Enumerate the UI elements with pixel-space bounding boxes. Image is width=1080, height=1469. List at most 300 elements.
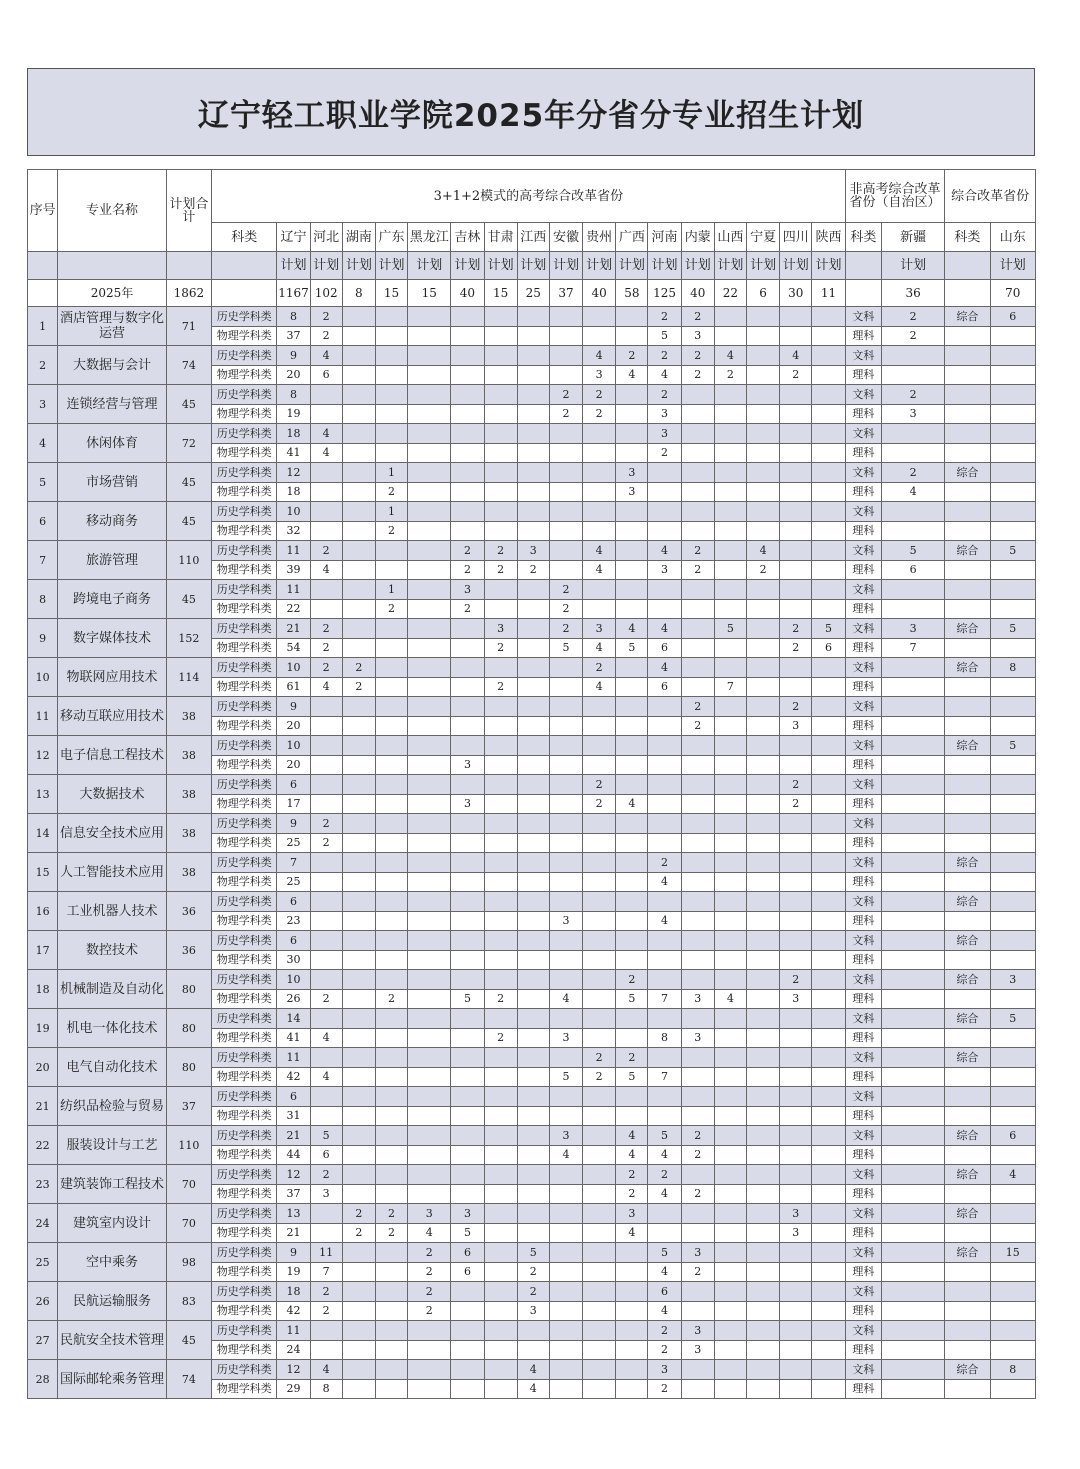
plan-cell: 2 (484, 638, 517, 658)
plan-cell (681, 385, 714, 405)
plan-cell: 4 (310, 346, 342, 366)
plan-cell (342, 1301, 375, 1321)
major-seq: 20 (28, 1048, 58, 1087)
subject-type: 物理学科类 (212, 989, 277, 1009)
xinjiang-category: 文科 (845, 619, 881, 639)
xinjiang-category: 理科 (845, 716, 881, 736)
plan-cell (746, 1106, 779, 1126)
shandong-category (945, 443, 990, 463)
plan-cell: 2 (408, 1282, 451, 1302)
plan-cell (616, 1340, 648, 1360)
table-row (28, 1165, 1036, 1185)
xinjiang-plan: 3 (881, 619, 944, 639)
table-row (28, 1243, 1036, 1263)
plan-cell (714, 950, 746, 970)
plan-cell (648, 1009, 681, 1029)
plan-cell (780, 385, 812, 405)
plan-cell (746, 892, 779, 912)
plan-cell (517, 1145, 549, 1165)
plan-cell: 2 (310, 326, 342, 346)
plan-cell (616, 1360, 648, 1380)
plan-cell (681, 814, 714, 834)
plan-cell (616, 1243, 648, 1263)
plan-cell (746, 658, 779, 678)
shandong-category: 综合 (945, 1243, 990, 1263)
plan-cell (408, 755, 451, 775)
shandong-category (945, 989, 990, 1009)
plan-cell (375, 1087, 407, 1107)
plan-cell: 2 (310, 541, 342, 561)
plan-cell: 5 (451, 989, 484, 1009)
plan-cell (616, 1282, 648, 1302)
plan-cell (342, 424, 375, 444)
plan-cell (408, 482, 451, 502)
xinjiang-category: 文科 (845, 1204, 881, 1224)
plan-cell: 2 (780, 970, 812, 990)
plan-cell: 2 (648, 1379, 681, 1399)
table-row (28, 346, 1036, 366)
plan-cell (648, 1048, 681, 1068)
plan-cell: 7 (714, 677, 746, 697)
plan-cell (549, 482, 582, 502)
major-name: 酒店管理与数字化运营 (58, 307, 167, 346)
xinjiang-category: 文科 (845, 385, 881, 405)
plan-cell (517, 385, 549, 405)
subject-type: 物理学科类 (212, 1067, 277, 1087)
plan-cell (408, 1067, 451, 1087)
plan-cell (408, 1184, 451, 1204)
plan-label: 计划 (681, 252, 714, 280)
plan-cell (451, 482, 484, 502)
subject-type: 历史学科类 (212, 307, 277, 327)
plan-cell (681, 853, 714, 873)
xinjiang-total: 36 (881, 280, 944, 307)
plan-cell: 4 (648, 1145, 681, 1165)
xinjiang-category: 文科 (845, 1243, 881, 1263)
plan-cell (616, 736, 648, 756)
xinjiang-category: 理科 (845, 872, 881, 892)
plan-cell: 2 (681, 716, 714, 736)
plan-cell (451, 892, 484, 912)
xinjiang-category: 文科 (845, 1009, 881, 1029)
plan-label: 计划 (342, 252, 375, 280)
xinjiang-category: 理科 (845, 521, 881, 541)
plan-cell: 2 (310, 619, 342, 639)
plan-cell (780, 892, 812, 912)
plan-cell (408, 463, 451, 483)
plan-cell (484, 1048, 517, 1068)
subject-type: 历史学科类 (212, 424, 277, 444)
plan-cell (746, 794, 779, 814)
plan-cell (583, 443, 616, 463)
plan-cell (714, 775, 746, 795)
plan-cell: 2 (310, 307, 342, 327)
xinjiang-plan (881, 1379, 944, 1399)
plan-cell (408, 638, 451, 658)
plan-cell: 4 (310, 424, 342, 444)
subject-type: 历史学科类 (212, 1126, 277, 1146)
xinjiang-plan: 2 (881, 385, 944, 405)
plan-cell (583, 1126, 616, 1146)
plan-cell: 4 (616, 365, 648, 385)
plan-cell (812, 1067, 845, 1087)
major-seq: 24 (28, 1204, 58, 1243)
xinjiang-plan (881, 931, 944, 951)
plan-cell (375, 1379, 407, 1399)
plan-cell (375, 404, 407, 424)
plan-cell (549, 931, 582, 951)
table-row (28, 502, 1036, 522)
plan-cell (549, 1184, 582, 1204)
plan-cell (714, 560, 746, 580)
plan-cell (616, 326, 648, 346)
plan-cell (549, 814, 582, 834)
plan-cell (517, 911, 549, 931)
plan-cell (408, 580, 451, 600)
plan-cell: 2 (484, 1028, 517, 1048)
plan-cell: 4 (310, 1028, 342, 1048)
plan-cell (342, 1165, 375, 1185)
plan-cell (714, 1204, 746, 1224)
plan-cell: 5 (549, 638, 582, 658)
shandong-category: 综合 (945, 1204, 990, 1224)
xinjiang-category: 文科 (845, 658, 881, 678)
plan-cell (408, 1145, 451, 1165)
xinjiang-category: 文科 (845, 346, 881, 366)
plan-cell (714, 1184, 746, 1204)
year-label: 2025年 (58, 280, 167, 307)
plan-cell (408, 346, 451, 366)
plan-cell (746, 599, 779, 619)
plan-cell (375, 1301, 407, 1321)
plan-cell (342, 1126, 375, 1146)
plan-cell (714, 580, 746, 600)
plan-cell (583, 1379, 616, 1399)
shandong-category: 综合 (945, 736, 990, 756)
plan-cell: 2 (549, 580, 582, 600)
plan-cell (812, 307, 845, 327)
table-row (28, 853, 1036, 873)
plan-cell (583, 1145, 616, 1165)
plan-cell (681, 833, 714, 853)
plan-cell (517, 580, 549, 600)
plan-cell (375, 872, 407, 892)
plan-cell (408, 1028, 451, 1048)
plan-cell: 2 (517, 560, 549, 580)
plan-cell (517, 1340, 549, 1360)
plan-cell: 2 (681, 307, 714, 327)
shandong-category: 综合 (945, 1360, 990, 1380)
plan-cell: 2 (310, 1165, 342, 1185)
plan-cell (812, 365, 845, 385)
major-name: 数控技术 (58, 931, 167, 970)
plan-cell (549, 892, 582, 912)
plan-cell (812, 1048, 845, 1068)
plan-cell (342, 1184, 375, 1204)
plan-cell: 12 (277, 463, 310, 483)
plan-cell (342, 1087, 375, 1107)
plan-cell (375, 619, 407, 639)
plan-cell (484, 775, 517, 795)
plan-cell: 1 (375, 463, 407, 483)
plan-cell (648, 482, 681, 502)
plan-cell (451, 1165, 484, 1185)
plan-cell (681, 1282, 714, 1302)
xinjiang-plan (881, 1184, 944, 1204)
plan-cell (648, 1204, 681, 1224)
plan-cell: 19 (277, 1262, 310, 1282)
plan-cell (375, 1262, 407, 1282)
plan-cell (310, 697, 342, 717)
subject-type: 历史学科类 (212, 697, 277, 717)
plan-cell (484, 872, 517, 892)
plan-cell (375, 658, 407, 678)
plan-cell: 39 (277, 560, 310, 580)
plan-cell (342, 697, 375, 717)
plan-cell (408, 521, 451, 541)
major-name: 移动商务 (58, 502, 167, 541)
plan-cell: 2 (648, 853, 681, 873)
xinjiang-category: 文科 (845, 424, 881, 444)
plan-cell (549, 872, 582, 892)
plan-label: 计划 (310, 252, 342, 280)
xinjiang-category: 理科 (845, 326, 881, 346)
subject-type: 历史学科类 (212, 892, 277, 912)
plan-cell (342, 931, 375, 951)
plan-cell (746, 950, 779, 970)
plan-cell (408, 794, 451, 814)
plan-cell: 5 (616, 989, 648, 1009)
plan-cell (714, 1106, 746, 1126)
table-row (28, 736, 1036, 756)
plan-cell: 3 (451, 755, 484, 775)
xinjiang-plan (881, 775, 944, 795)
subject-type: 物理学科类 (212, 404, 277, 424)
plan-cell (484, 814, 517, 834)
plan-cell (812, 755, 845, 775)
shandong-plan (990, 1048, 1035, 1068)
plan-cell: 4 (517, 1379, 549, 1399)
plan-cell (484, 716, 517, 736)
plan-cell: 2 (681, 560, 714, 580)
plan-label: 计划 (583, 252, 616, 280)
plan-cell (812, 1009, 845, 1029)
major-seq: 28 (28, 1360, 58, 1399)
plan-cell (648, 697, 681, 717)
plan-cell: 18 (277, 424, 310, 444)
plan-cell (375, 970, 407, 990)
shandong-plan: 6 (990, 307, 1035, 327)
plan-cell (616, 833, 648, 853)
plan-cell (780, 950, 812, 970)
plan-cell: 2 (484, 560, 517, 580)
xinjiang-plan (881, 599, 944, 619)
plan-cell (780, 404, 812, 424)
plan-cell (616, 560, 648, 580)
plan-cell (616, 385, 648, 405)
plan-cell (517, 1009, 549, 1029)
xinjiang-category: 理科 (845, 638, 881, 658)
plan-cell: 2 (517, 1282, 549, 1302)
plan-cell (517, 892, 549, 912)
plan-cell (408, 970, 451, 990)
xinjiang-category: 理科 (845, 1106, 881, 1126)
plan-cell (780, 502, 812, 522)
major-seq: 16 (28, 892, 58, 931)
subject-type: 物理学科类 (212, 365, 277, 385)
plan-cell (780, 736, 812, 756)
plan-cell: 3 (681, 1340, 714, 1360)
plan-cell: 18 (277, 482, 310, 502)
plan-cell (484, 365, 517, 385)
reform-other-header: 综合改革省份 (945, 170, 1036, 223)
plan-cell (408, 1087, 451, 1107)
subject-type: 物理学科类 (212, 794, 277, 814)
plan-cell (408, 502, 451, 522)
plan-cell: 6 (648, 677, 681, 697)
plan-cell (714, 1009, 746, 1029)
plan-cell (408, 307, 451, 327)
plan-cell (714, 892, 746, 912)
plan-cell (375, 1048, 407, 1068)
province-total: 40 (681, 280, 714, 307)
plan-cell (714, 404, 746, 424)
plan-cell (451, 970, 484, 990)
shandong-category (945, 326, 990, 346)
plan-cell: 9 (277, 346, 310, 366)
plan-cell (616, 775, 648, 795)
plan-cell (342, 1340, 375, 1360)
major-seq: 21 (28, 1087, 58, 1126)
plan-cell (812, 1184, 845, 1204)
major-name: 国际邮轮乘务管理 (58, 1360, 167, 1399)
plan-cell: 12 (277, 1165, 310, 1185)
plan-cell (583, 1165, 616, 1185)
province-header: 广西 (616, 223, 648, 252)
plan-cell (408, 814, 451, 834)
province-header: 广东 (375, 223, 407, 252)
plan-cell (451, 1321, 484, 1341)
plan-cell (342, 775, 375, 795)
major-total: 80 (166, 970, 211, 1009)
plan-cell (484, 1087, 517, 1107)
plan-cell: 3 (648, 1360, 681, 1380)
table-row (28, 1360, 1036, 1380)
plan-cell: 6 (648, 638, 681, 658)
plan-cell: 2 (616, 1165, 648, 1185)
plan-cell (342, 502, 375, 522)
province-header: 陕西 (812, 223, 845, 252)
plan-cell (342, 1379, 375, 1399)
plan-cell (746, 1282, 779, 1302)
xinjiang-plan (881, 1087, 944, 1107)
plan-cell (549, 1165, 582, 1185)
plan-cell: 12 (277, 1360, 310, 1380)
plan-cell (780, 1282, 812, 1302)
plan-cell (746, 1301, 779, 1321)
xinjiang-plan (881, 950, 944, 970)
plan-cell: 6 (310, 1145, 342, 1165)
plan-cell (746, 346, 779, 366)
plan-cell: 2 (451, 599, 484, 619)
plan-cell (517, 677, 549, 697)
plan-cell: 2 (648, 385, 681, 405)
plan-cell: 2 (375, 521, 407, 541)
plan-cell: 2 (375, 1204, 407, 1224)
shandong-plan (990, 463, 1035, 483)
plan-label: 计划 (881, 252, 944, 280)
shandong-plan (990, 482, 1035, 502)
plan-cell (681, 892, 714, 912)
plan-cell (780, 1262, 812, 1282)
plan-cell: 3 (616, 463, 648, 483)
plan-cell (616, 1106, 648, 1126)
plan-cell (451, 1028, 484, 1048)
subject-type: 物理学科类 (212, 911, 277, 931)
plan-cell (583, 463, 616, 483)
shandong-category (945, 833, 990, 853)
plan-cell (342, 833, 375, 853)
major-seq: 26 (28, 1282, 58, 1321)
table-row (28, 307, 1036, 327)
plan-cell (310, 1048, 342, 1068)
plan-cell (583, 1321, 616, 1341)
plan-cell (408, 736, 451, 756)
xinjiang-plan (881, 1262, 944, 1282)
plan-label: 计划 (549, 252, 582, 280)
table-row (28, 463, 1036, 483)
plan-cell: 2 (583, 1067, 616, 1087)
plan-cell (780, 326, 812, 346)
province-header: 河北 (310, 223, 342, 252)
shandong-category (945, 1379, 990, 1399)
xinjiang-plan (881, 1360, 944, 1380)
plan-cell (342, 1282, 375, 1302)
province-total: 15 (375, 280, 407, 307)
plan-cell (681, 911, 714, 931)
plan-cell (484, 1165, 517, 1185)
major-total: 38 (166, 697, 211, 736)
plan-cell: 2 (549, 619, 582, 639)
major-seq: 25 (28, 1243, 58, 1282)
page-title: 辽宁轻工职业学院2025年分省分专业招生计划 (197, 97, 865, 134)
plan-cell: 2 (517, 1262, 549, 1282)
plan-cell (484, 794, 517, 814)
plan-cell: 9 (277, 1243, 310, 1263)
plan-cell (517, 463, 549, 483)
shandong-plan (990, 1379, 1035, 1399)
plan-cell (812, 1321, 845, 1341)
plan-cell (746, 1262, 779, 1282)
plan-cell (375, 1184, 407, 1204)
plan-cell (714, 1340, 746, 1360)
plan-cell (342, 560, 375, 580)
subject-type: 物理学科类 (212, 1184, 277, 1204)
subject-type: 历史学科类 (212, 658, 277, 678)
plan-cell (714, 736, 746, 756)
xinjiang-plan (881, 1145, 944, 1165)
xinjiang-category: 文科 (845, 1087, 881, 1107)
shandong-category: 综合 (945, 853, 990, 873)
plan-cell (342, 716, 375, 736)
plan-cell: 20 (277, 755, 310, 775)
plan-cell (812, 1282, 845, 1302)
plan-cell (342, 326, 375, 346)
plan-cell (310, 736, 342, 756)
plan-cell (342, 443, 375, 463)
plan-cell (746, 1204, 779, 1224)
plan-cell (549, 521, 582, 541)
